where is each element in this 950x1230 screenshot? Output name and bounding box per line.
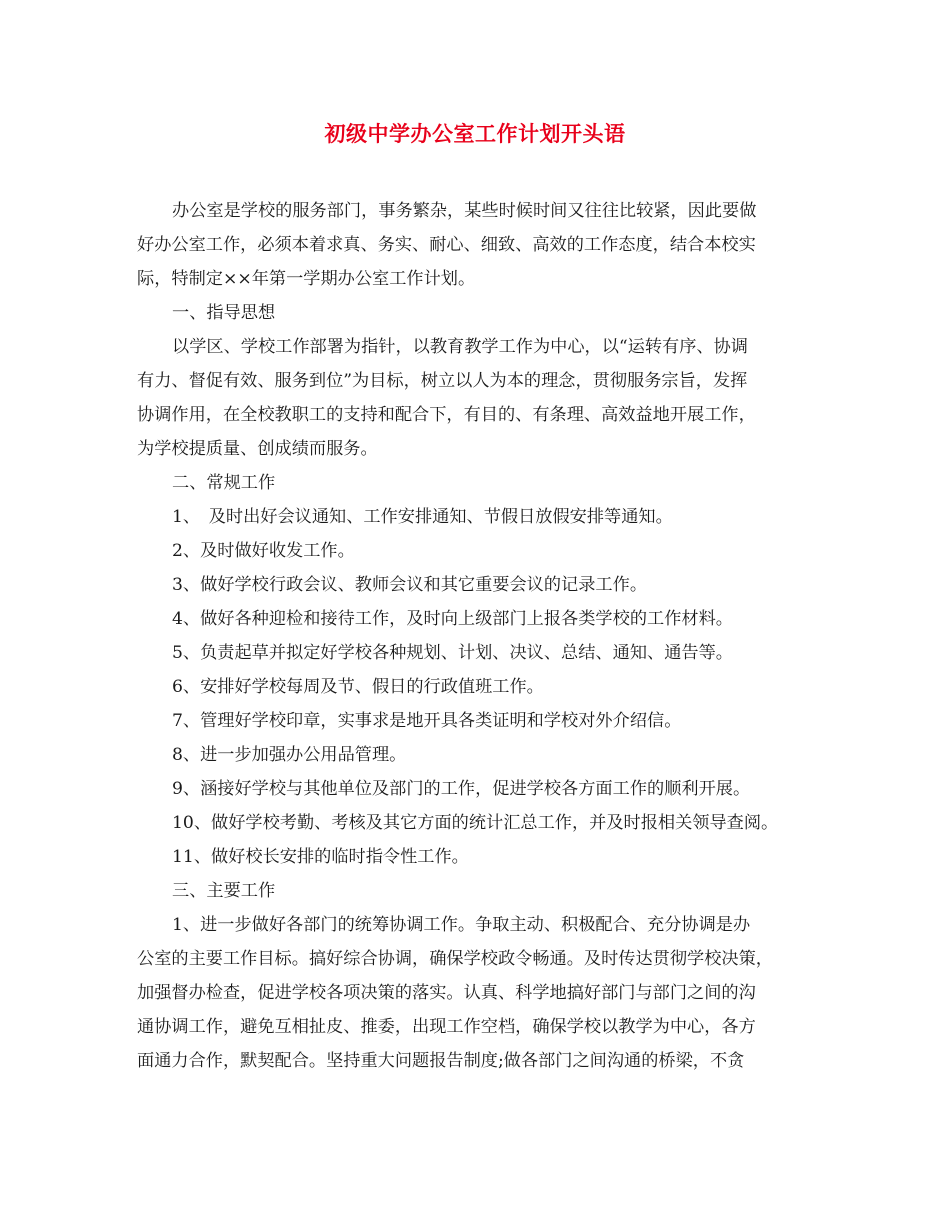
paragraph-line: 以学区、学校工作部署为指针，以教育教学工作为中心，以“运转有序、协调 [172, 337, 748, 357]
paragraph-line: 有力、督促有效、服务到位”为目标，树立以人为本的理念，贯彻服务宗旨，发挥 [137, 371, 748, 391]
intro-line: 办公室是学校的服务部门，事务繁杂，某些时候时间又往往比较紧，因此要做 [172, 201, 757, 221]
main-work-paragraph [137, 908, 823, 1078]
list-item: 11、做好校长安排的临时指令性工作。 [172, 847, 469, 867]
list-item: 4、做好各种迎检和接待工作，及时向上级部门上报各类学校的工作材料。 [172, 609, 733, 629]
list-item: 1、 及时出好会议通知、工作安排通知、节假日放假安排等通知。 [172, 507, 673, 527]
intro-line: 际，特制定××年第一学期办公室工作计划。 [137, 269, 476, 289]
paragraph-line: 协调作用，在全校教职工的支持和配合下，有目的、有条理、高效益地开展工作， [137, 405, 756, 425]
routine-work-list [137, 500, 823, 874]
paragraph-line: 面通力合作，默契配合。坚持重大问题报告制度;做各部门之间沟通的桥梁，不贪 [137, 1051, 745, 1071]
section-heading-guiding-thought: 一、指导思想 [172, 303, 276, 323]
paragraph-line: 1、进一步做好各部门的统筹协调工作。争取主动、积极配合、充分协调是办 [172, 915, 751, 935]
list-item: 2、及时做好收发工作。 [172, 541, 355, 561]
guiding-thought-paragraph [137, 330, 823, 466]
document-title: 初级中学办公室工作计划开头语 [324, 121, 626, 146]
paragraph-line: 加强督办检查，促进学校各项决策的落实。认真、科学地搞好部门与部门之间的沟 [137, 983, 756, 1003]
list-item: 5、负责起草并拟定好学校各种规划、计划、决议、总结、通知、通告等。 [172, 643, 733, 663]
paragraph-line: 公室的主要工作目标。搞好综合协调，确保学校政令畅通。及时传达贯彻学校决策， [137, 949, 773, 969]
document-body [137, 194, 823, 1078]
paragraph-line: 通协调工作，避免互相扯皮、推委，出现工作空档，确保学校以教学为中心，各方 [137, 1017, 756, 1037]
intro-paragraph [137, 194, 823, 296]
list-item: 8、进一步加强办公用品管理。 [172, 745, 407, 765]
paragraph-line: 为学校提质量、创成绩而服务。 [137, 439, 378, 459]
list-item: 3、做好学校行政会议、教师会议和其它重要会议的记录工作。 [172, 575, 648, 595]
list-item: 6、安排好学校每周及节、假日的行政值班工作。 [172, 677, 544, 697]
list-item: 7、管理好学校印章，实事求是地开具各类证明和学校对外介绍信。 [172, 711, 682, 731]
section-heading-main-work: 三、主要工作 [172, 881, 276, 901]
list-item: 10、做好学校考勤、考核及其它方面的统计汇总工作，并及时报相关领导查阅。 [172, 813, 779, 833]
intro-line: 好办公室工作，必须本着求真、务实、耐心、细致、高效的工作态度，结合本校实 [137, 235, 756, 255]
section-heading-routine-work: 二、常规工作 [172, 473, 276, 493]
list-item: 9、涵接好学校与其他单位及部门的工作，促进学校各方面工作的顺利开展。 [172, 779, 751, 799]
